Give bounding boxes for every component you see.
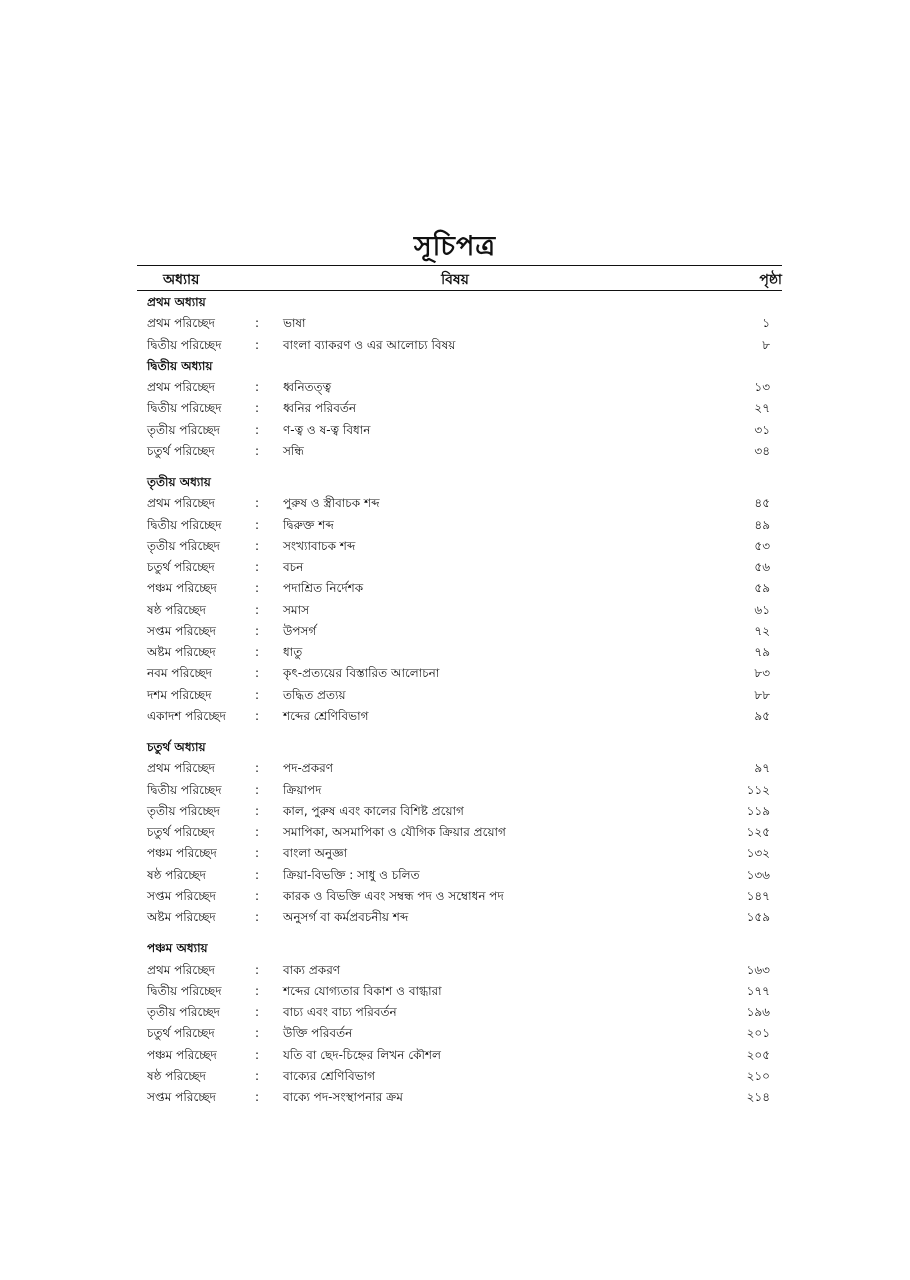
toc-topic: ধ্বনির পরিবর্তন	[283, 401, 357, 416]
toc-row	[0, 1023, 910, 1044]
toc-separator: :	[255, 517, 260, 532]
toc-separator: :	[255, 687, 260, 702]
toc-topic: দ্বিরুক্ত শব্দ	[283, 517, 334, 532]
toc-topic: সমাপিকা, অসমাপিকা ও যৌগিক ক্রিয়ার প্রয়োগ	[283, 825, 506, 839]
toc-row	[0, 865, 910, 886]
section-title: প্রথম অধ্যায়	[147, 295, 206, 309]
toc-topic: বাচ্য এবং বাচ্য পরিবর্তন	[283, 1005, 397, 1019]
toc-separator: :	[255, 782, 260, 797]
toc-page-number: ৪৫	[754, 496, 770, 511]
toc-row	[0, 493, 910, 514]
toc-page-number: ২১৪	[746, 1090, 770, 1104]
toc-page-number: ১১২	[746, 782, 770, 797]
toc-row	[0, 801, 910, 822]
toc-topic: পদাশ্রিত নির্দেশক	[283, 581, 364, 596]
toc-separator: :	[255, 401, 260, 416]
toc-page-number: ১৪৭	[746, 888, 770, 903]
toc-row	[0, 1066, 910, 1087]
toc-topic: কাল, পুরুষ এবং কালের বিশিষ্ট প্রয়োগ	[283, 803, 464, 818]
toc-topic: উপসর্গ	[283, 623, 317, 638]
top-rule	[137, 265, 782, 266]
toc-page-number: ৫৬	[754, 560, 770, 574]
toc-page-number: ১৫৯	[746, 910, 770, 924]
toc-separator: :	[255, 645, 260, 659]
column-header-page: পৃষ্ঠা	[759, 272, 782, 288]
section-title: পঞ্চম অধ্যায়	[147, 941, 208, 956]
toc-page-number: ৪৯	[754, 517, 770, 532]
toc-chapter: প্রথম পরিচ্ছেদ	[147, 962, 215, 977]
toc-row	[0, 536, 910, 557]
toc-chapter: চতুর্থ পরিচ্ছেদ	[147, 443, 215, 458]
toc-topic: বচন	[283, 560, 304, 574]
toc-separator: :	[255, 581, 260, 596]
section-title: চতুর্থ অধ্যায়	[147, 740, 206, 754]
toc-chapter: তৃতীয় পরিচ্ছেদ	[147, 1005, 220, 1019]
toc-chapter: তৃতীয় পরিচ্ছেদ	[147, 538, 220, 553]
toc-chapter: নবম পরিচ্ছেদ	[147, 666, 212, 681]
toc-separator: :	[255, 825, 260, 839]
section-heading	[0, 737, 910, 758]
toc-chapter: সপ্তম পরিচ্ছেদ	[147, 888, 216, 903]
toc-topic: কারক ও বিভক্তি এবং সম্বন্ধ পদ ও সম্বোধন পদ	[283, 888, 504, 903]
toc-row	[0, 578, 910, 599]
toc-row	[0, 398, 910, 419]
toc-page-number: ৮৩	[754, 666, 770, 681]
toc-topic: ণ-ত্ব ও ষ-ত্ব বিধান	[283, 422, 371, 437]
toc-topic: ভাষা	[283, 316, 306, 331]
toc-topic: শব্দের যোগ্যতার বিকাশ ও বাগ্ধারা	[283, 983, 442, 998]
toc-row	[0, 780, 910, 801]
toc-row	[0, 706, 910, 727]
toc-row	[0, 420, 910, 441]
toc-separator: :	[255, 1005, 260, 1019]
toc-chapter: দ্বিতীয় পরিচ্ছেদ	[147, 782, 222, 797]
toc-separator: :	[255, 602, 260, 617]
header-rule	[137, 290, 782, 291]
section-title: দ্বিতীয় অধ্যায়	[147, 358, 213, 373]
toc-topic: পুরুষ ও স্ত্রীবাচক শব্দ	[283, 496, 380, 511]
toc-topic: ক্রিয়াপদ	[283, 782, 322, 797]
toc-separator: :	[255, 666, 260, 681]
toc-row	[0, 822, 910, 843]
toc-chapter: চতুর্থ পরিচ্ছেদ	[147, 825, 215, 839]
toc-chapter: ষষ্ঠ পরিচ্ছেদ	[147, 1068, 206, 1083]
toc-separator: :	[255, 623, 260, 638]
toc-chapter: দ্বিতীয় পরিচ্ছেদ	[147, 517, 222, 532]
toc-chapter: পঞ্চম পরিচ্ছেদ	[147, 581, 217, 596]
toc-row	[0, 557, 910, 578]
toc-row	[0, 1045, 910, 1066]
toc-row	[0, 1087, 910, 1108]
toc-row	[0, 960, 910, 981]
toc-separator: :	[255, 910, 260, 924]
toc-page-number: ৭৯	[754, 645, 770, 659]
toc-separator: :	[255, 538, 260, 553]
section-title: তৃতীয় অধ্যায়	[147, 475, 211, 489]
toc-separator: :	[255, 1068, 260, 1083]
toc-separator: :	[255, 983, 260, 998]
toc-separator: :	[255, 560, 260, 574]
section-heading	[0, 472, 910, 493]
toc-topic: তদ্ধিত প্রত্যয়	[283, 687, 346, 702]
toc-topic: ধ্বনিতত্ত্ব	[283, 380, 332, 394]
toc-chapter: প্রথম পরিচ্ছেদ	[147, 761, 215, 776]
toc-chapter: দ্বিতীয় পরিচ্ছেদ	[147, 401, 222, 416]
toc-topic: পদ-প্রকরণ	[283, 761, 333, 776]
toc-chapter: দ্বিতীয় পরিচ্ছেদ	[147, 337, 222, 352]
toc-page-number: ৫৩	[754, 538, 770, 553]
toc-topic: ক্রিয়া-বিভক্তি : সাধু ও চলিত	[283, 867, 420, 882]
section-heading	[0, 292, 910, 313]
toc-row	[0, 1002, 910, 1023]
toc-chapter: সপ্তম পরিচ্ছেদ	[147, 623, 216, 638]
toc-chapter: অষ্টম পরিচ্ছেদ	[147, 645, 216, 659]
toc-topic: কৃৎ-প্রত্যয়ের বিস্তারিত আলোচনা	[283, 666, 440, 681]
toc-chapter: চতুর্থ পরিচ্ছেদ	[147, 560, 215, 574]
toc-chapter: ষষ্ঠ পরিচ্ছেদ	[147, 867, 206, 882]
toc-chapter: ষষ্ঠ পরিচ্ছেদ	[147, 602, 206, 617]
toc-page-number: ৯৭	[754, 761, 770, 776]
toc-separator: :	[255, 337, 260, 352]
toc-topic: সংখ্যাবাচক শব্দ	[283, 538, 356, 553]
toc-page-number: ৯৫	[754, 708, 770, 723]
toc-page-number: ১৩৬	[746, 867, 770, 882]
toc-chapter: প্রথম পরিচ্ছেদ	[147, 496, 215, 511]
toc-page-number: ৩৪	[754, 443, 770, 458]
toc-row	[0, 515, 910, 536]
toc-separator: :	[255, 867, 260, 882]
toc-row	[0, 981, 910, 1002]
toc-page-number: ২০১	[746, 1026, 770, 1041]
toc-separator: :	[255, 422, 260, 437]
section-heading	[0, 356, 910, 377]
toc-row	[0, 642, 910, 663]
toc-chapter: প্রথম পরিচ্ছেদ	[147, 316, 215, 331]
toc-page-number: ২৭	[754, 401, 770, 416]
toc-page-number: ৭২	[754, 623, 770, 638]
toc-page-number: ১১৯	[746, 803, 770, 818]
page-title: সূচিপত্র	[413, 231, 497, 262]
toc-row	[0, 907, 910, 928]
toc-row	[0, 335, 910, 356]
toc-row	[0, 685, 910, 706]
toc-page-number: ১৬৩	[746, 962, 770, 977]
toc-chapter: দশম পরিচ্ছেদ	[147, 687, 212, 702]
toc-row	[0, 600, 910, 621]
toc-separator: :	[255, 1090, 260, 1104]
toc-topic: বাক্যে পদ-সংস্থাপনার ক্রম	[283, 1090, 403, 1104]
toc-topic: বাংলা অনুজ্ঞা	[283, 846, 348, 861]
toc-page-number: ১৩২	[746, 846, 770, 861]
toc-separator: :	[255, 846, 260, 861]
toc-topic: সমাস	[283, 602, 309, 617]
toc-topic: অনুসর্গ বা কর্মপ্রবচনীয় শব্দ	[283, 910, 409, 924]
toc-page-number: ১	[762, 316, 770, 331]
toc-row	[0, 843, 910, 864]
toc-separator: :	[255, 962, 260, 977]
toc-chapter: একাদশ পরিচ্ছেদ	[147, 708, 226, 723]
toc-page-number: ১৯৬	[746, 1005, 770, 1019]
toc-page-number: ১২৫	[746, 825, 770, 839]
toc-topic: বাক্য প্রকরণ	[283, 962, 341, 977]
toc-separator: :	[255, 761, 260, 776]
toc-topic: যতি বা ছেদ-চিহ্নের লিখন কৌশল	[283, 1047, 441, 1062]
toc-page-number: ৬১	[754, 602, 770, 617]
toc-row	[0, 663, 910, 684]
toc-topic: সন্ধি	[283, 443, 304, 458]
toc-page-number: ১৩	[754, 380, 770, 394]
toc-chapter: অষ্টম পরিচ্ছেদ	[147, 910, 216, 924]
toc-row	[0, 313, 910, 334]
toc-row	[0, 377, 910, 398]
toc-chapter: পঞ্চম পরিচ্ছেদ	[147, 1047, 217, 1062]
toc-row	[0, 886, 910, 907]
toc-topic: ধাতু	[283, 645, 303, 659]
toc-chapter: দ্বিতীয় পরিচ্ছেদ	[147, 983, 222, 998]
toc-separator: :	[255, 1047, 260, 1062]
toc-page-number: ২০৫	[746, 1047, 770, 1062]
toc-chapter: সপ্তম পরিচ্ছেদ	[147, 1090, 216, 1104]
toc-separator: :	[255, 1026, 260, 1041]
toc-row	[0, 621, 910, 642]
toc-separator: :	[255, 316, 260, 331]
toc-page-number: ১৭৭	[746, 983, 770, 998]
toc-row	[0, 441, 910, 462]
toc-page-number: ৮৮	[754, 687, 770, 702]
toc-topic: শব্দের শ্রেণিবিভাগ	[283, 708, 369, 723]
toc-separator: :	[255, 708, 260, 723]
toc-page-number: ৮	[762, 337, 770, 352]
column-header-topic: বিষয়	[441, 272, 469, 288]
column-header-chapter: অধ্যায়	[163, 272, 200, 288]
toc-chapter: তৃতীয় পরিচ্ছেদ	[147, 803, 220, 818]
toc-chapter: তৃতীয় পরিচ্ছেদ	[147, 422, 220, 437]
toc-chapter: পঞ্চম পরিচ্ছেদ	[147, 846, 217, 861]
toc-separator: :	[255, 380, 260, 394]
toc-topic: উক্তি পরিবর্তন	[283, 1026, 353, 1041]
toc-chapter: প্রথম পরিচ্ছেদ	[147, 380, 215, 394]
section-heading	[0, 938, 910, 959]
toc-separator: :	[255, 443, 260, 458]
toc-page-number: ৫৯	[754, 581, 770, 596]
toc-page-number: ৩১	[754, 422, 770, 437]
toc-separator: :	[255, 888, 260, 903]
toc-separator: :	[255, 496, 260, 511]
toc-page-number: ২১০	[746, 1068, 770, 1083]
toc-row	[0, 758, 910, 779]
toc-chapter: চতুর্থ পরিচ্ছেদ	[147, 1026, 215, 1041]
toc-separator: :	[255, 803, 260, 818]
toc-topic: বাংলা ব্যাকরণ ও এর আলোচ্য বিষয়	[283, 337, 456, 352]
toc-topic: বাক্যের শ্রেণিবিভাগ	[283, 1068, 375, 1083]
